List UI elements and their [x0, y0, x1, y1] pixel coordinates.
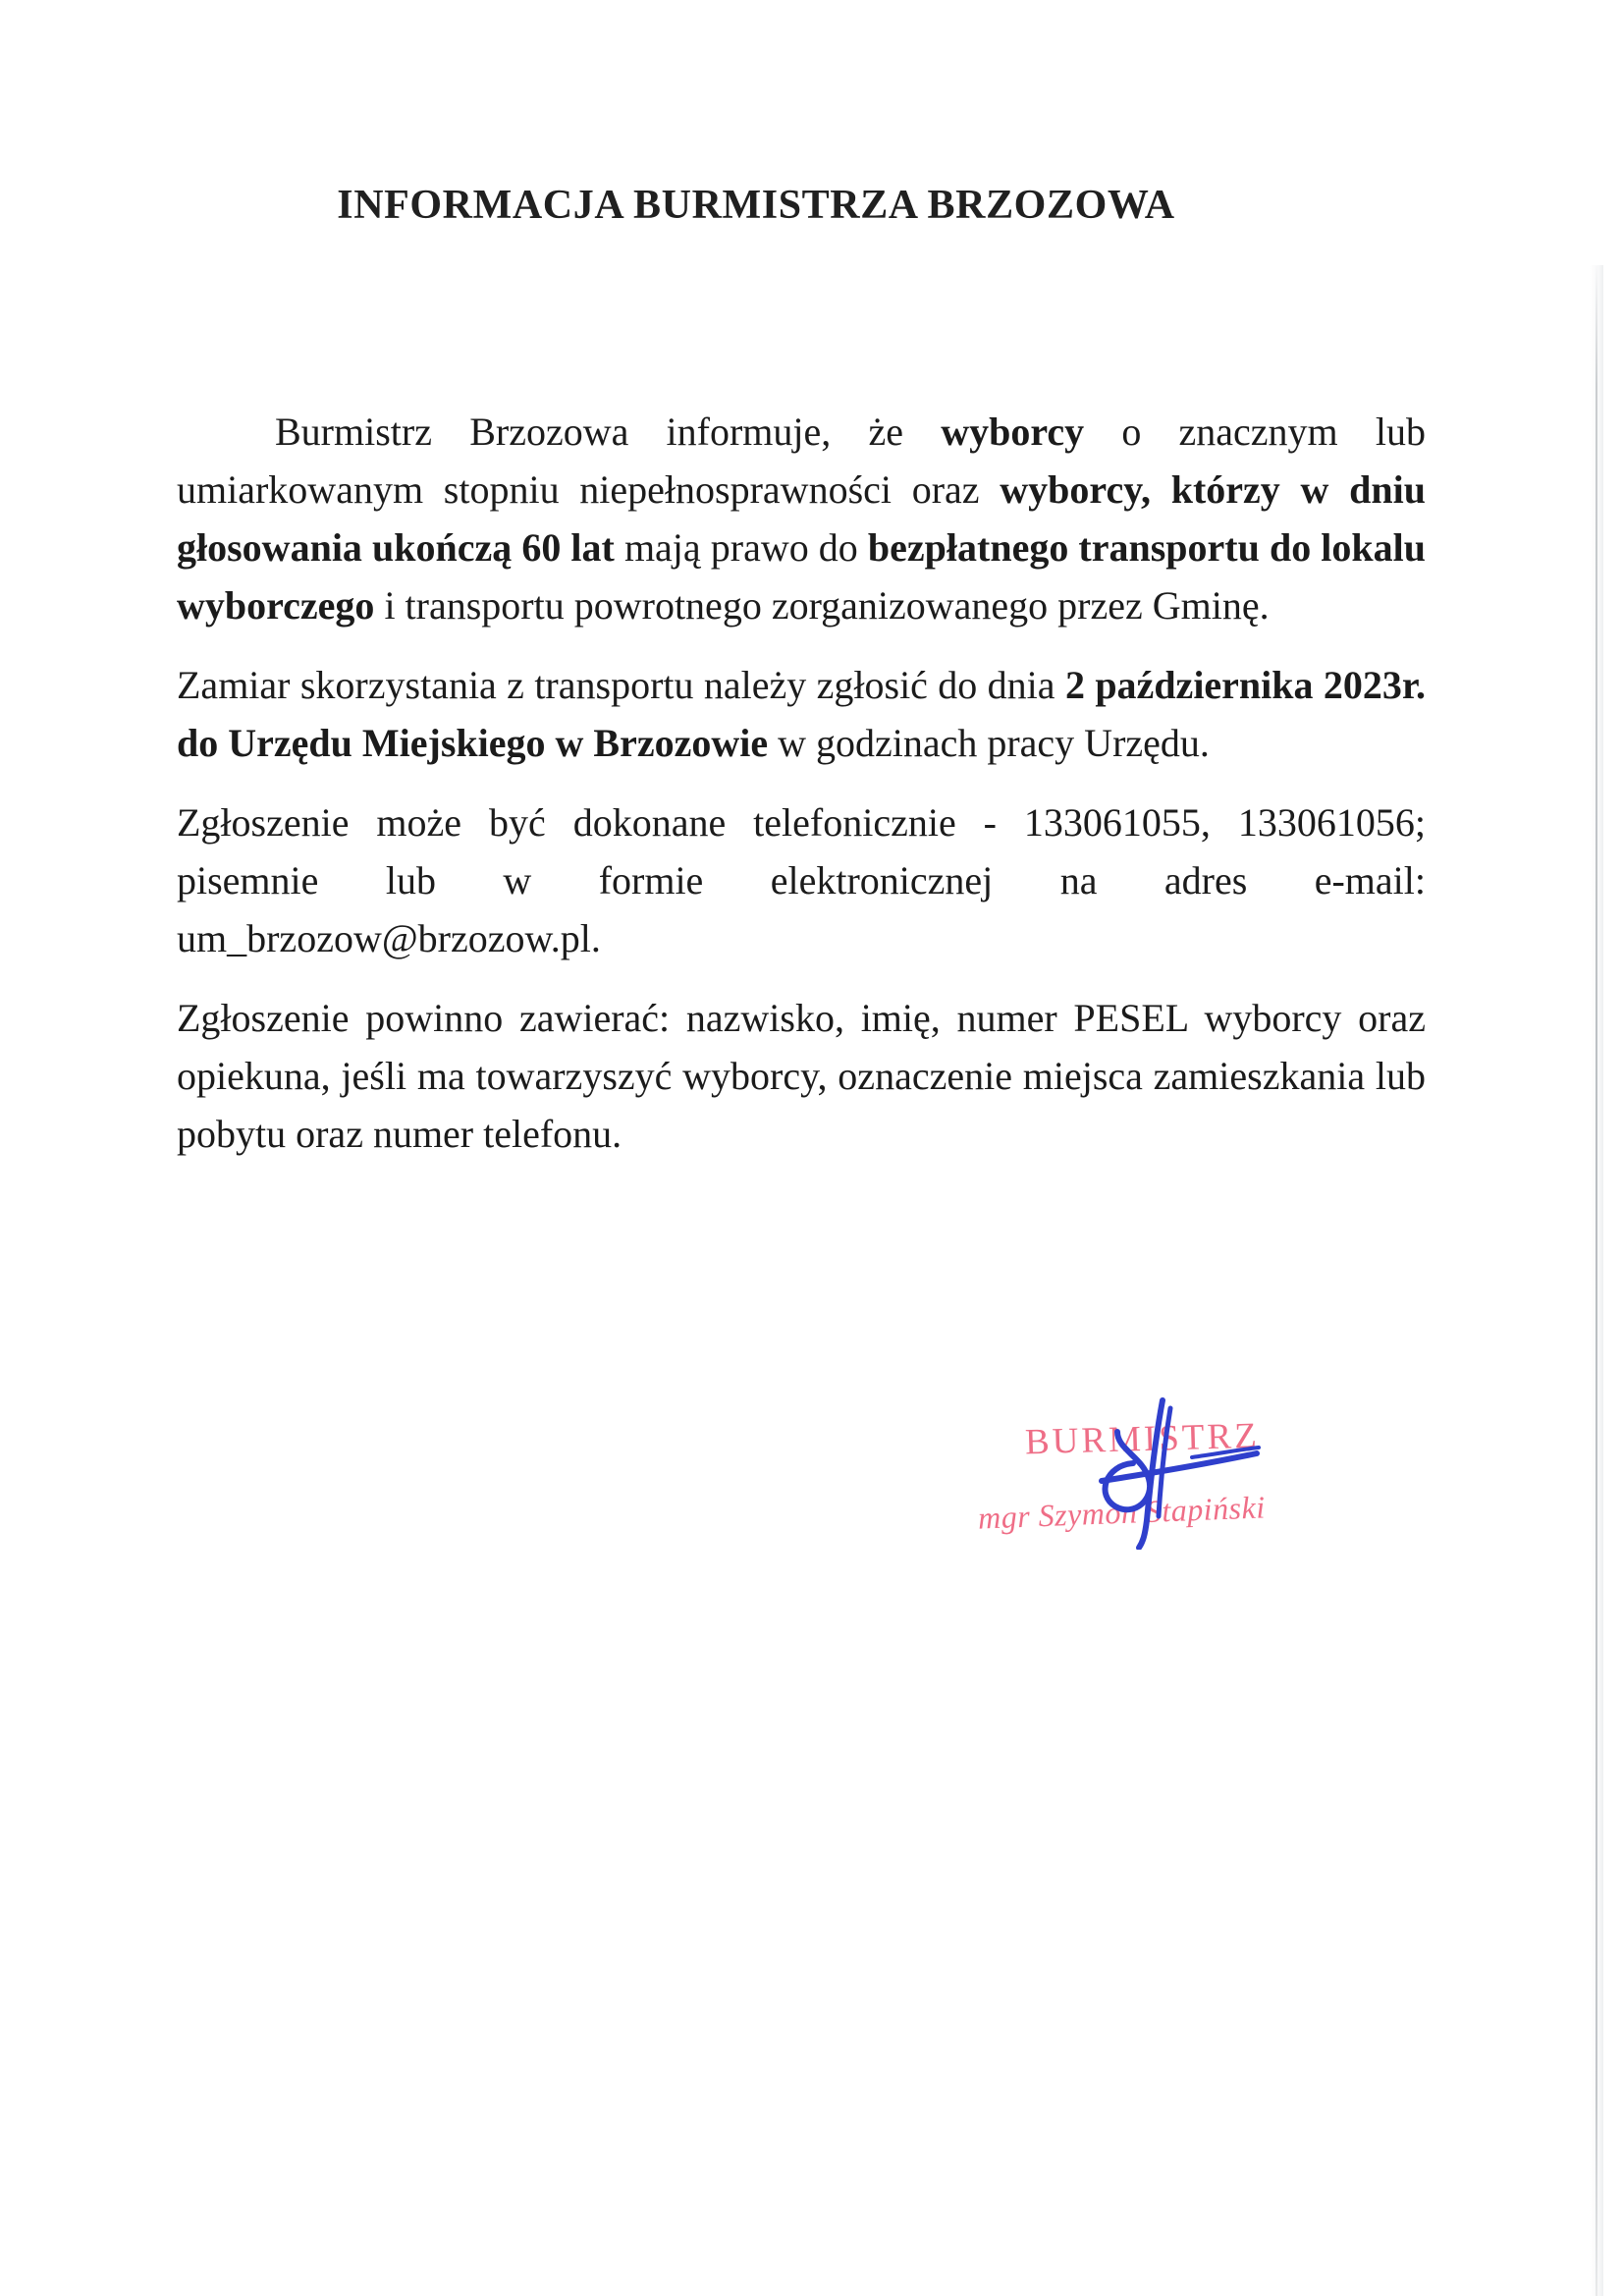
p1-segment-1: Burmistrz Brzozowa informuje, że [275, 410, 942, 454]
p1-bold-age-clause: wyborcy, którzy w dniu głosowania ukończą 60 lat [177, 467, 1427, 570]
p4-text: Zgłoszenie powinno zawierać: nazwisko, imię, numer PESEL wyborcy oraz opiekuna, jeśli ma towarzyszyć wyborcy, oznaczenie miejsca zamieszkania lub pobytu oraz numer telefonu. [177, 996, 1426, 1156]
p2-bold-deadline-office: 2 października 2023r. do Urzędu Miejskiego w Brzozowie [177, 663, 1426, 765]
paragraph-contact-methods [177, 793, 1426, 967]
stamp-name-label: mgr Szymon Stapiński [977, 1489, 1267, 1536]
paragraph-transport-rights [177, 403, 1426, 634]
scan-edge-line [1596, 265, 1597, 2296]
paragraph-required-details [177, 989, 1426, 1163]
p1-segment-2: o znacznym lub umiarkowanym stopniu niepełnosprawności oraz [177, 410, 1426, 512]
p1-segment-3: mają prawo do [614, 525, 868, 570]
p1-bold-wyborcy: wyborcy [941, 410, 1085, 454]
document-body [177, 403, 1426, 1186]
stamp-office-label: BURMISTRZ [1024, 1415, 1261, 1463]
p2-segment-1: Zamiar skorzystania z transportu należy zgłosić do dnia [177, 663, 1065, 707]
p1-bold-free-transport: bezpłatnego transportu do lokalu wyborczego [177, 525, 1426, 628]
p2-segment-2: w godzinach pracy Urzędu. [768, 721, 1210, 765]
p1-segment-4: i transportu powrotnego zorganizowanego przez Gminę. [374, 583, 1270, 628]
page-title: INFORMACJA BURMISTRZA BRZOZOWA [337, 183, 1175, 228]
p3-text: Zgłoszenie może być dokonane telefonicznie - 133061055, 133061056; pisemnie lub w formie elektronicznej na adres e-mail: um_brzozow@brzozow.pl. [177, 800, 1426, 960]
signature-block [943, 1375, 1355, 1557]
paragraph-deadline [177, 656, 1426, 772]
